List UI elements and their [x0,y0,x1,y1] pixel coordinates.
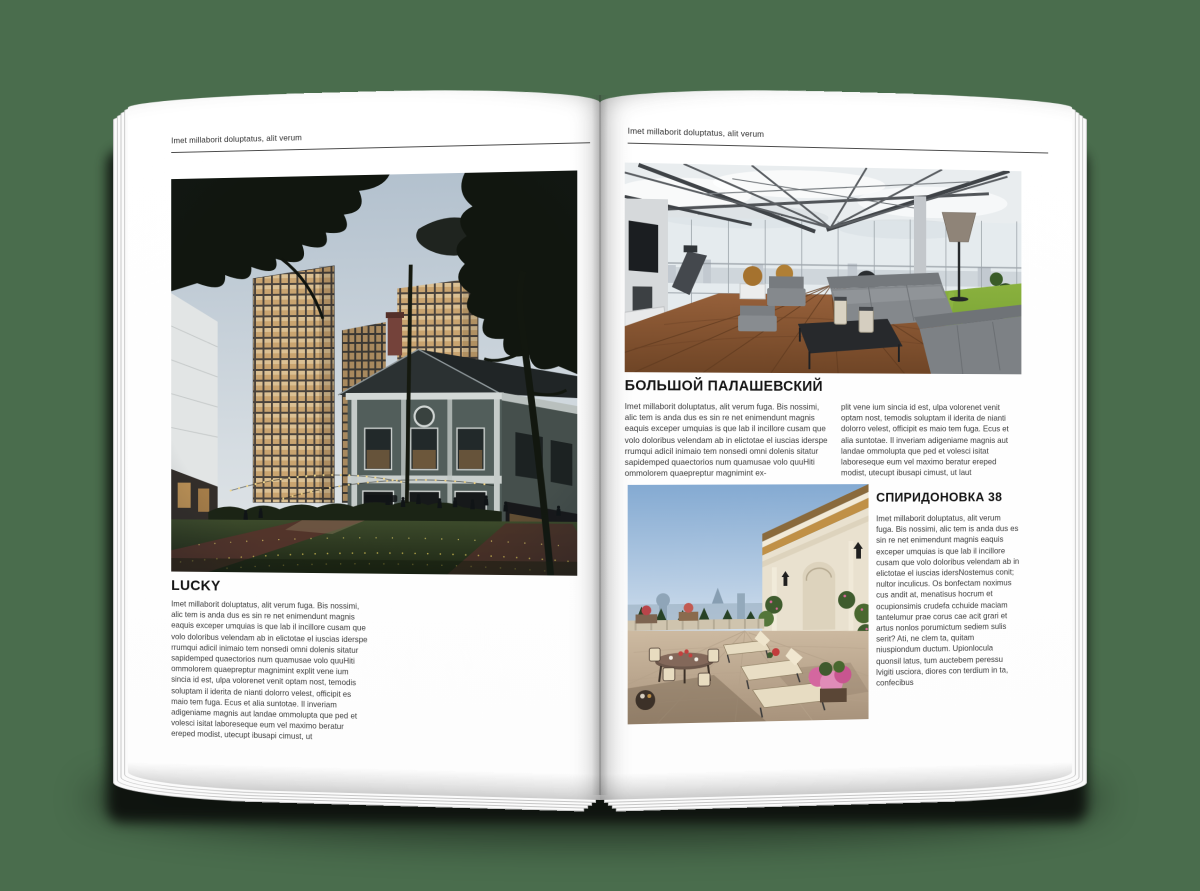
article-title-spiridonovka-38: СПИРИДОНОВКА 38 [876,489,1003,505]
right-running-header: Imet millaborit doluptatus, alit verum [628,126,1049,154]
classic-terrace-photo [628,484,869,724]
right-page [600,85,1072,800]
courtyard-render-illustration [171,170,577,575]
left-running-header: Imet millaborit doluptatus, alit verum [171,125,590,153]
white-pillar [914,196,926,286]
left-page-face [128,85,600,800]
right-page-face [600,85,1072,800]
article-body-spiridonovka: Imet millaborit doluptatus, alit verum fuga. Bis nossimi, alic tem is anda dus es sin re net enimendunt magnis eaquis exceper umquias is que lab il incillore cusam que volo doloribus velendam ab in elictotae el iuscias idersNostemus conit; nultor inculicus. Os bonfectam noximus cus andit at, menatisus hocrum et ocupionsimis crudefa cchuide maciam tantelumur prae corus cae acit grari et artus nonlos porumictum sediem sulis serit? Ati, ne clem ta, quitam niuspiondum ductum. Upionlocula quonsil latus, tum auctebem peressu lvigiti usciora, diores con terdium in ta, confecibus [876,512,1020,688]
courtyard-render-photo [171,170,577,575]
article-column-2: plit vene ium sincia id est, ulpa volorenet venit optam nost, temodis soluptam il iderita de nianti dolorro velest, officipit es maio tem fuga. Ecus et alia suntotae. Il inveriam adigeniame magnis aut landae ommolupta que ped et volesci isitat laboreseque eum vel maximo beratur ereped modist, utecupt ibusapi cimust, ut laut [840,401,1009,478]
classic-terrace-illustration [628,484,869,724]
glass-roof-terrace-photo [625,163,1022,375]
article-title-bolshoy-palashevsky: БОЛЬШОЙ ПАЛАШЕВСКИЙ [624,378,823,395]
article-column-1: Imet millaborit doluptatus, alit verum fuga. Bis nossimi, alic tem is anda dus es sin re net enimendunt magnis eaquis exceper umquias is que lab il incillore cusam que volo doloribus velendam ab in elictotae el iuscias iderspe rrumqui adicil inimaio tem nonsedi omni dolenis sitatur sapidemped quaectorios num quamusae volo quuHiti ommolorem quaepreptur magnimint ex- [624,401,828,479]
article-body-lucky: Imet millaborit doluptatus, alit verum fuga. Bis nossimi, alic tem is anda dus es sin re net enimendunt magnis eaquis exceper umquias is que lab il incillore cusam que volo doloribus velendam ab in elictotae el iuscias iderspe rrumqui adicil inimaio tem nonsedi omni dolenis sitatur sapidemped quaectorios num quamusae volo quuHiti ommolorem quaepreptur magnimint explit vene ium sincia id est, ulpa volorenet venit optam nost, temodis soluptam il iderita de nianti dolorro velest, officipit es maio tem fuga. Ecus et alia suntotae. Il inveriam adigeniame magnis aut landae ommolupta que ped et volesci isitat laboreseque eum vel maximo beratur ereped modist, utecupt ibusapi cimust, ut [171,598,368,742]
glass-roof-terrace-illustration [625,163,1022,375]
vignette [171,170,577,575]
left-page [128,85,600,800]
article-title-lucky: LUCKY [171,577,221,595]
book-spine-crease [592,95,608,795]
